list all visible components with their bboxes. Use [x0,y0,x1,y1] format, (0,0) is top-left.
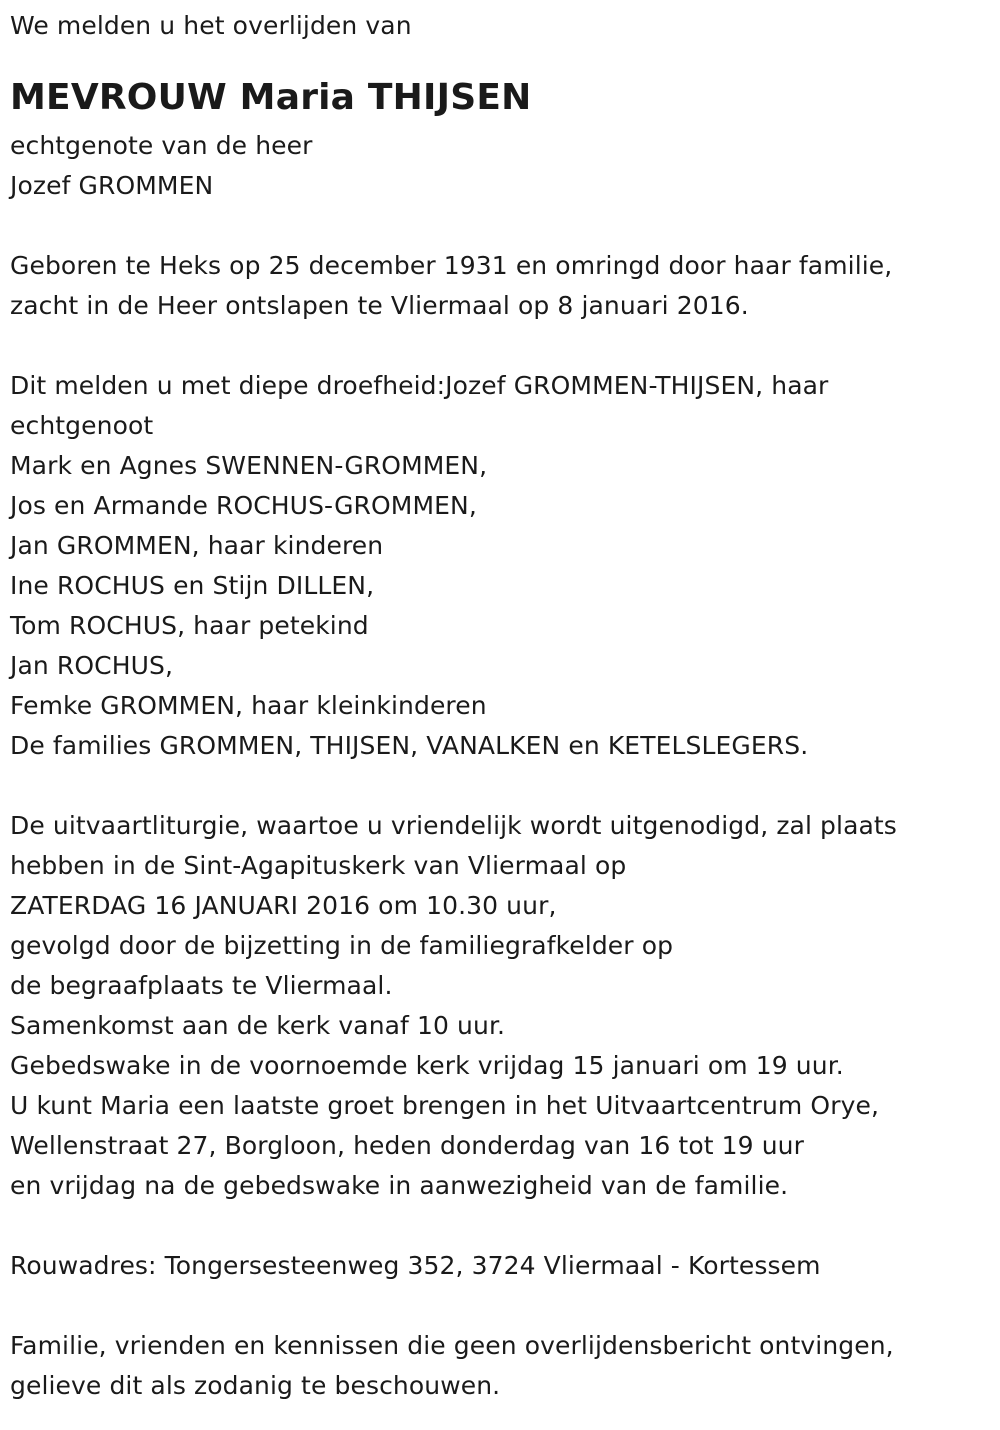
closing-line: Familie, vrienden en kennissen die geen overlijdensbericht ontvingen, [10,1331,894,1360]
spacer [10,766,990,806]
deceased-name-heading: MEVROUW Maria THIJSEN [10,77,532,118]
closing-line: gelieve dit als zodanig te beschouwen. [10,1371,501,1400]
birth-death-line: zacht in de Heer ontslapen te Vliermaal op 8 januari 2016. [10,291,749,320]
funeral-line: De uitvaartliturgie, waartoe u vriendelijk wordt uitgenodigd, zal plaats [10,811,897,840]
funeral-line: ZATERDAG 16 JANUARI 2016 om 10.30 uur, [10,891,557,920]
mourner-line: Jan GROMMEN, haar kinderen [10,531,384,560]
spacer [10,206,990,246]
funeral-section [10,806,990,1206]
closing-section [10,1326,990,1406]
mourners-section [10,366,990,766]
birth-death-section [10,246,990,326]
mourner-line: Mark en Agnes SWENNEN-GROMMEN, [10,451,488,480]
intro-text: We melden u het overlijden van [10,11,412,40]
birth-death-line: Geboren te Heks op 25 december 1931 en omringd door haar familie, [10,251,893,280]
mourner-line: Ine ROCHUS en Stijn DILLEN, [10,571,375,600]
funeral-line: de begraafplaats te Vliermaal. [10,971,393,1000]
mourner-line: Femke GROMMEN, haar kleinkinderen [10,691,487,720]
funeral-line: Samenkomst aan de kerk vanaf 10 uur. [10,1011,506,1040]
mourner-line: Jos en Armande ROCHUS-GROMMEN, [10,491,477,520]
mourner-line: Jan ROCHUS, [10,651,174,680]
spouse-section [10,126,990,206]
spouse-line: Jozef GROMMEN [10,171,214,200]
mourner-line: echtgenoot [10,411,154,440]
spouse-line: echtgenote van de heer [10,131,313,160]
funeral-line: U kunt Maria een laatste groet brengen in het Uitvaartcentrum Orye, [10,1091,880,1120]
funeral-line: en vrijdag na de gebedswake in aanwezigheid van de familie. [10,1171,789,1200]
spacer [10,1286,990,1326]
spacer [10,1206,990,1246]
funeral-line: hebben in de Sint-Agapituskerk van Vliermaal op [10,851,627,880]
funeral-line: Gebedswake in de voornoemde kerk vrijdag 15 januari om 19 uur. [10,1051,844,1080]
funeral-line: Wellenstraat 27, Borgloon, heden donderdag van 16 tot 19 uur [10,1131,804,1160]
mourner-line: De families GROMMEN, THIJSEN, VANALKEN en KETELSLEGERS. [10,731,809,760]
spacer [10,326,990,366]
mourner-line: Dit melden u met diepe droefheid:Jozef GROMMEN-THIJSEN, haar [10,371,829,400]
obituary-document [10,6,990,1406]
mourning-address: Rouwadres: Tongersesteenweg 352, 3724 Vliermaal - Kortessem [10,1251,821,1280]
mourner-line: Tom ROCHUS, haar petekind [10,611,369,640]
funeral-line: gevolgd door de bijzetting in de familiegrafkelder op [10,931,674,960]
